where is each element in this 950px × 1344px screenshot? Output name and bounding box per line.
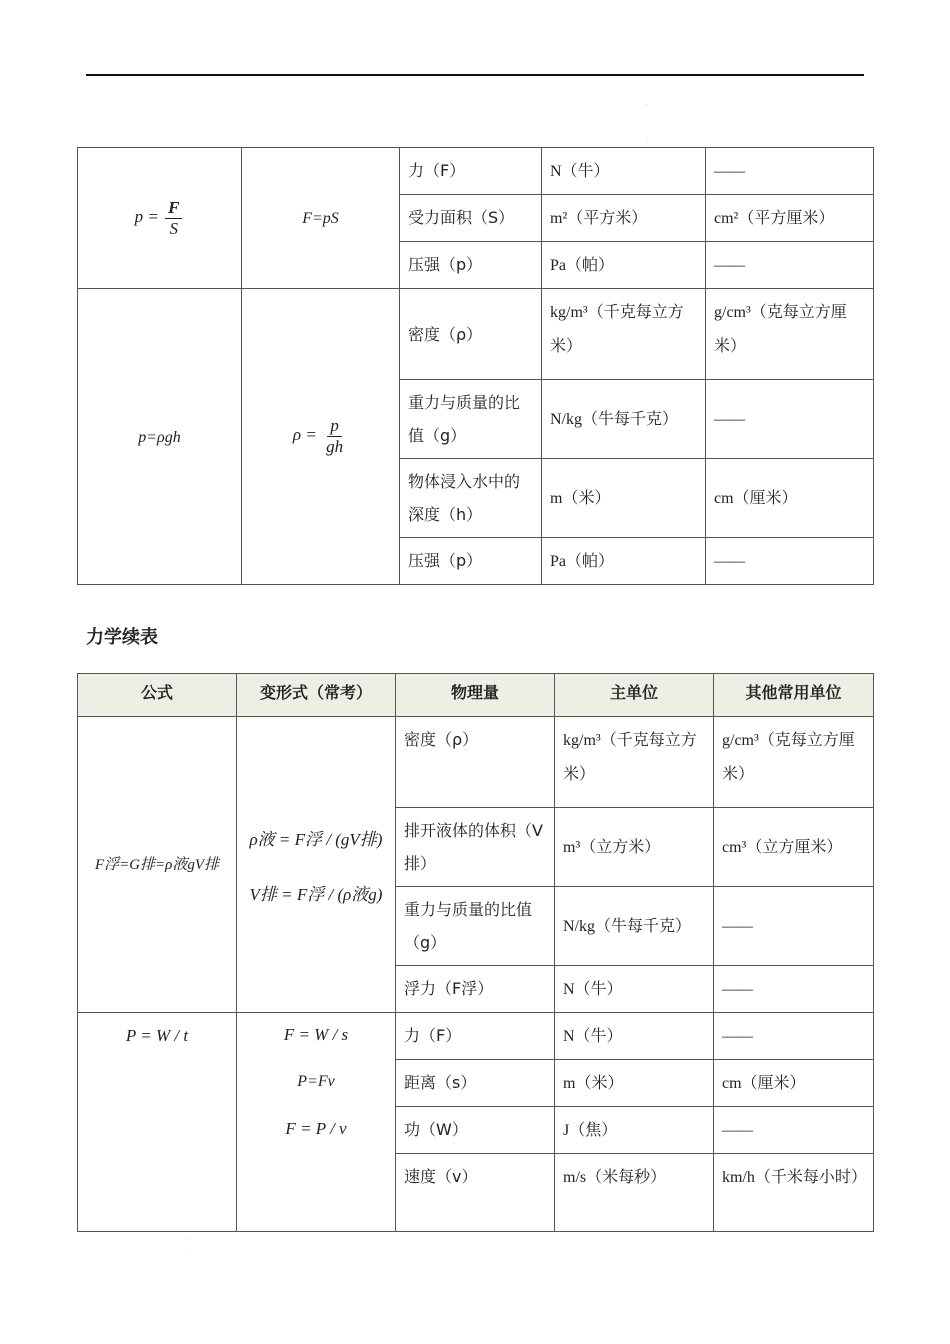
main-unit-cell: m（米） [542,459,706,538]
formula-displaced-volume: V排 = F浮 / (ρ液g) [249,884,383,904]
quantity-cell: 受力面积（S） [400,195,542,242]
section-title: 力学续表 [86,627,158,648]
header-main-unit: 主单位 [555,674,714,717]
other-unit-cell: cm³（立方厘米） [714,808,874,887]
main-unit-cell: N（牛） [542,148,706,195]
header-quantity: 物理量 [396,674,555,717]
decorative-dot: . [186,1248,188,1255]
formula-liquid-density: ρ液 = F浮 / (gV排) [249,829,383,849]
formula-density: ρ = $\frac{p}{gh}$ [292,416,344,456]
main-unit-cell: kg/m³（千克每立方米） [555,717,714,808]
variant-cell [237,717,396,1013]
other-unit-cell: g/cm³（克每立方厘米） [706,289,874,380]
main-unit-cell: Pa（帕） [542,242,706,289]
header-variant: 变形式（常考） [237,674,396,717]
quantity-cell: 速度（v） [396,1154,555,1232]
variant-cell [242,289,400,585]
main-unit-cell: N（牛） [555,966,714,1013]
header-formula: 公式 [78,674,237,717]
other-unit-cell: —— [706,538,874,585]
other-unit-cell: g/cm³（克每立方厘米） [714,717,874,808]
other-unit-cell: cm（厘米） [706,459,874,538]
main-unit-cell: J（焦） [555,1107,714,1154]
quantity-cell: 距离（s） [396,1060,555,1107]
variant-cell [237,1013,396,1232]
main-unit-cell: N/kg（牛每千克） [542,380,706,459]
mechanics-table-2 [77,673,874,1232]
decorative-dot: . [646,100,648,107]
formula-cell: p=ρgh [78,289,242,585]
quantity-cell: 排开液体的体积（V排） [396,808,555,887]
variant-cell: F=pS [242,148,400,289]
formula-force-work: F = W / s [283,1025,349,1044]
quantity-cell: 重力与质量的比值（g） [396,887,555,966]
quantity-cell: 压强（p） [400,242,542,289]
header-other-unit: 其他常用单位 [714,674,874,717]
formula-power-velocity: P=Fv [297,1073,335,1090]
quantity-cell: 浮力（F浮） [396,966,555,1013]
formula-cell: P = W / t [78,1013,237,1232]
other-unit-cell: —— [706,242,874,289]
other-unit-cell: —— [714,887,874,966]
other-unit-cell: cm²（平方厘米） [706,195,874,242]
main-unit-cell: m³（立方米） [555,808,714,887]
main-unit-cell: N（牛） [555,1013,714,1060]
other-unit-cell: —— [714,1013,874,1060]
formula-force-power: F = P / v [285,1119,347,1138]
header-rule [86,74,864,76]
quantity-cell: 密度（ρ） [400,289,542,380]
main-unit-cell: N/kg（牛每千克） [555,887,714,966]
decorative-dot: . [186,1234,188,1241]
main-unit-cell: Pa（帕） [542,538,706,585]
formula-cell: F浮=G排=ρ液gV排 [78,717,237,1013]
quantity-cell: 压强（p） [400,538,542,585]
quantity-cell: 力（F） [396,1013,555,1060]
main-unit-cell: m²（平方米） [542,195,706,242]
formula-cell [78,148,242,289]
quantity-cell: 功（W） [396,1107,555,1154]
quantity-cell: 密度（ρ） [396,717,555,808]
mechanics-table-1 [77,147,874,585]
other-unit-cell: —— [714,1107,874,1154]
quantity-cell: 物体浸入水中的深度（h） [400,459,542,538]
quantity-cell: 力（F） [400,148,542,195]
main-unit-cell: m（米） [555,1060,714,1107]
other-unit-cell: —— [706,148,874,195]
main-unit-cell: m/s（米每秒） [555,1154,714,1232]
decorative-dot: . [646,134,648,141]
other-unit-cell: —— [714,966,874,1013]
other-unit-cell: cm（厘米） [714,1060,874,1107]
quantity-cell: 重力与质量的比值（g） [400,380,542,459]
formula-pressure: p = $\frac{F}{S}$ [135,207,185,226]
other-unit-cell: km/h（千米每小时） [714,1154,874,1232]
other-unit-cell: —— [706,380,874,459]
main-unit-cell: kg/m³（千克每立方米） [542,289,706,380]
